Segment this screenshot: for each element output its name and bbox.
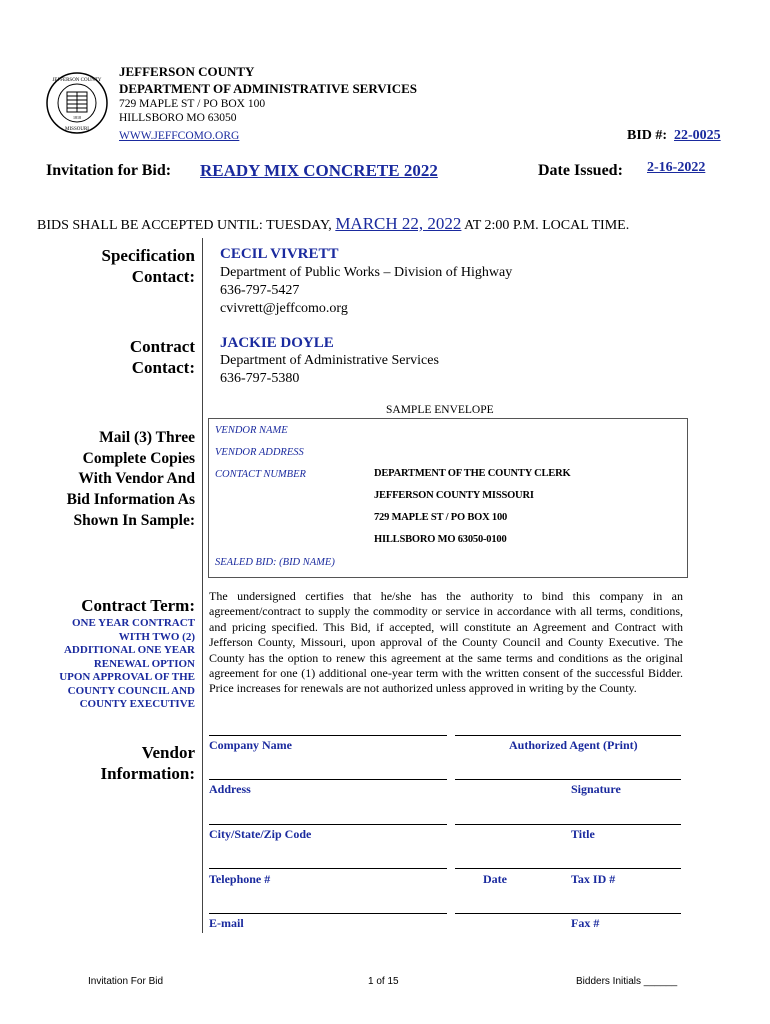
address-line-2: HILLSBORO MO 63050 [119, 112, 237, 124]
contract-contact-name: JACKIE DOYLE [220, 335, 334, 351]
env-vendor-name: VENDOR NAME [215, 425, 288, 436]
contract-term-label: Contract Term: [81, 596, 195, 615]
date-issued-label: Date Issued: [538, 162, 623, 179]
date-issued-value: 2-16-2022 [647, 160, 706, 175]
section-divider [202, 238, 203, 933]
deadline-suffix: AT 2:00 P.M. LOCAL TIME. [464, 218, 630, 233]
page-number: 1 of 15 [368, 976, 399, 987]
bidders-initials: Bidders Initials ______ [576, 976, 678, 987]
address-label: Address [209, 782, 251, 796]
signature-label: Signature [571, 782, 621, 796]
contract-contact-dept: Department of Administrative Services [220, 353, 439, 368]
env-sealed-bid: SEALED BID: (BID NAME) [215, 557, 335, 568]
env-to-line-2: JEFFERSON COUNTY MISSOURI [374, 490, 534, 501]
title-label: Title [571, 827, 595, 841]
certification-paragraph: The undersigned certifies that he/she has the authority to bind this company in an agreement/contract to supply the commodity or service in accordance with all terms, conditions, and pricing specified. This Bid, if accepted, will constitute an Agreement and Contract with Jefferson County, Missouri, upon approval of the County Council and County Executive. The County has the option to renew this agreement at the same terms and conditions as the original agreement for one (1) additional one-year term with the written consent of the successful Bidder. Price increases for renewals are not authorized unless approved in writing by the County. [209, 589, 683, 696]
spec-contact-phone: 636-797-5427 [220, 283, 300, 298]
fax-label: Fax # [571, 916, 600, 930]
email-field[interactable] [209, 913, 447, 914]
spec-contact-dept: Department of Public Works – Division of Highway [220, 265, 513, 280]
company-name-field[interactable] [209, 735, 447, 736]
tax-id-label: Tax ID # [571, 872, 616, 886]
email-label: E-mail [209, 916, 244, 930]
bid-title: READY MIX CONCRETE 2022 [200, 161, 438, 180]
spec-contact-email[interactable]: cvivrett@jeffcomo.org [220, 301, 348, 316]
spec-contact-name: CECIL VIVRETT [220, 246, 339, 262]
deadline-date: MARCH 22, 2022 [335, 214, 462, 233]
svg-text:1818: 1818 [73, 115, 81, 120]
invitation-label: Invitation for Bid: [46, 162, 172, 179]
city-state-zip-label: City/State/Zip Code [209, 827, 312, 841]
fax-field[interactable] [455, 913, 681, 914]
footer-left: Invitation For Bid [88, 976, 164, 987]
company-name-label: Company Name [209, 738, 292, 752]
env-contact-number: CONTACT NUMBER [215, 469, 306, 480]
address-field[interactable] [209, 779, 447, 780]
county-seal-logo [46, 72, 108, 134]
svg-text:JEFFERSON COUNTY: JEFFERSON COUNTY [52, 78, 102, 83]
title-field[interactable] [455, 824, 681, 825]
bid-number-label: BID #: [627, 128, 668, 143]
contract-contact-phone: 636-797-5380 [220, 371, 300, 386]
mail-instructions: Mail (3) Three Complete Copies With Vendor And Bid Information As Shown In Sample: [66, 429, 195, 529]
spec-contact-label: Specification Contact: [101, 246, 195, 286]
deadline-prefix: BIDS SHALL BE ACCEPTED UNTIL: TUESDAY, [37, 218, 332, 233]
website-link[interactable]: WWW.JEFFCOMO.ORG [119, 130, 240, 142]
envelope-caption: SAMPLE ENVELOPE [386, 404, 494, 416]
contract-term-details: ONE YEAR CONTRACT WITH TWO (2) ADDITIONAL ONE YEAR RENEWAL OPTION UPON APPROVAL OF THE COUNTY COUNCIL AND COUNTY EXECUTIVE [59, 617, 195, 710]
authorized-agent-field[interactable] [455, 735, 681, 736]
authorized-agent-label: Authorized Agent (Print) [509, 738, 638, 752]
vendor-info-label: Vendor Information: [100, 743, 195, 783]
env-to-line-1: DEPARTMENT OF THE COUNTY CLERK [374, 468, 571, 479]
date-tax-id-field[interactable] [455, 868, 681, 869]
svg-text:MISSOURI: MISSOURI [65, 127, 89, 132]
env-to-line-3: 729 MAPLE ST / PO BOX 100 [374, 512, 508, 523]
env-vendor-address: VENDOR ADDRESS [215, 447, 304, 458]
org-name: JEFFERSON COUNTY [119, 64, 255, 79]
city-state-zip-field[interactable] [209, 824, 447, 825]
date-label: Date [483, 872, 507, 886]
address-line-1: 729 MAPLE ST / PO BOX 100 [119, 98, 266, 110]
signature-field[interactable] [455, 779, 681, 780]
env-to-line-4: HILLSBORO MO 63050-0100 [374, 534, 507, 545]
deadline-line [37, 214, 629, 234]
contract-contact-label: Contract Contact: [129, 337, 195, 377]
dept-name: DEPARTMENT OF ADMINISTRATIVE SERVICES [119, 81, 418, 96]
telephone-label: Telephone # [209, 872, 271, 886]
bid-number[interactable]: 22-0025 [674, 128, 721, 143]
telephone-field[interactable] [209, 868, 447, 869]
